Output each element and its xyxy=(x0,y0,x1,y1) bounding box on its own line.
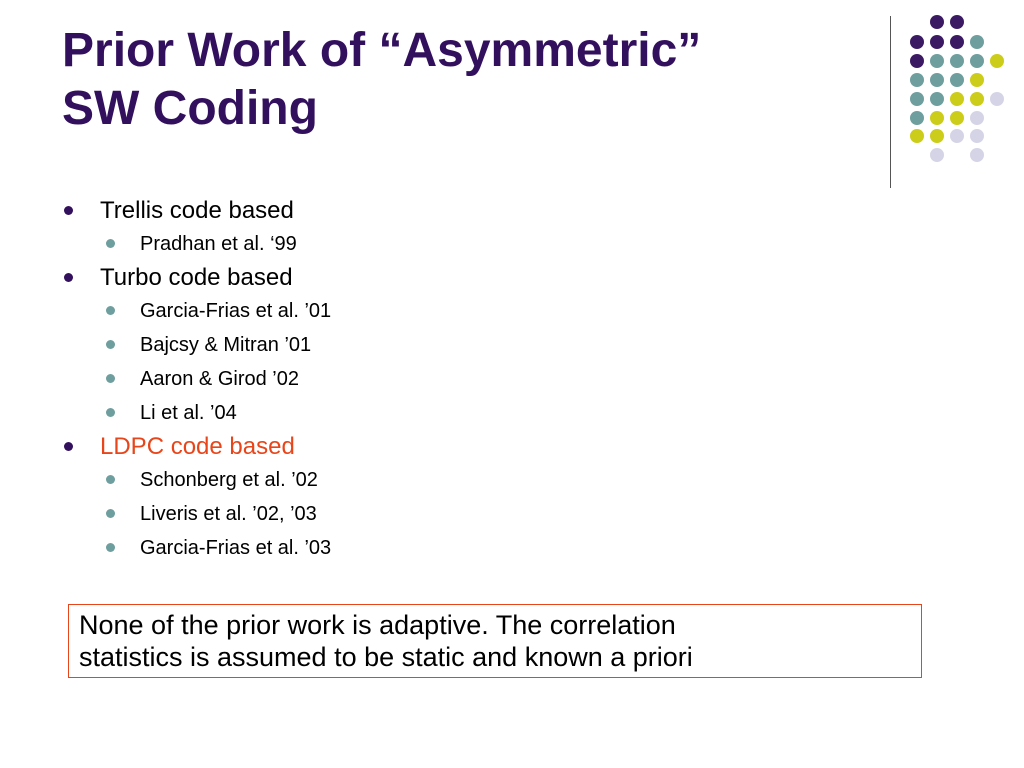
deco-dot xyxy=(970,73,984,87)
sub-bullet-dot-icon xyxy=(106,509,115,518)
sub-bullet xyxy=(62,294,822,328)
bullet-dot-icon xyxy=(64,442,73,451)
slide-title-line-2: SW Coding xyxy=(62,82,318,135)
sub-bullet-dot-icon xyxy=(106,543,115,552)
deco-dot xyxy=(950,35,964,49)
deco-dot xyxy=(990,54,1004,68)
sub-bullet-text: Pradhan et al. ‘99 xyxy=(140,233,297,255)
deco-dot xyxy=(930,73,944,87)
deco-dot xyxy=(930,92,944,106)
deco-dot xyxy=(950,54,964,68)
sub-bullet-text: Schonberg et al. ’02 xyxy=(140,469,318,491)
sub-bullet-text: Li et al. ’04 xyxy=(140,402,237,424)
deco-dot xyxy=(970,35,984,49)
note-callout-box xyxy=(68,604,922,678)
deco-dot xyxy=(910,129,924,143)
sub-bullet xyxy=(62,362,822,396)
bullet-trellis xyxy=(62,194,822,227)
sub-bullet-dot-icon xyxy=(106,408,115,417)
sub-bullet-text: Liveris et al. ’02, ’03 xyxy=(140,503,317,525)
bullet-dot-icon xyxy=(64,273,73,282)
deco-dot xyxy=(950,73,964,87)
deco-dot xyxy=(930,54,944,68)
deco-dot xyxy=(950,92,964,106)
deco-dot xyxy=(970,92,984,106)
sub-bullet xyxy=(62,497,822,531)
deco-dot xyxy=(970,54,984,68)
slide-title-line-1: Prior Work of “Asymmetric” xyxy=(62,24,702,77)
sub-bullet xyxy=(62,227,822,261)
bullet-text: Trellis code based xyxy=(100,197,294,224)
note-line-1: None of the prior work is adaptive. The correlation xyxy=(79,610,676,640)
bullet-dot-icon xyxy=(64,206,73,215)
deco-dot xyxy=(970,129,984,143)
deco-dot xyxy=(930,111,944,125)
sub-bullet xyxy=(62,531,822,565)
bullet-text: Turbo code based xyxy=(100,264,293,291)
bullet-ldpc xyxy=(62,430,822,463)
bullet-turbo xyxy=(62,261,822,294)
sub-bullet-dot-icon xyxy=(106,239,115,248)
sub-bullet-dot-icon xyxy=(106,475,115,484)
sub-bullet-dot-icon xyxy=(106,374,115,383)
sub-bullet-dot-icon xyxy=(106,306,115,315)
sub-bullet-text: Garcia-Frias et al. ’03 xyxy=(140,537,332,559)
deco-dot xyxy=(910,111,924,125)
deco-dot xyxy=(930,15,944,29)
sub-bullet xyxy=(62,463,822,497)
bullet-list xyxy=(62,194,822,565)
deco-dot xyxy=(950,111,964,125)
deco-dot xyxy=(930,129,944,143)
deco-dot xyxy=(970,111,984,125)
deco-dot xyxy=(910,54,924,68)
sub-bullet-text: Bajcsy & Mitran ’01 xyxy=(140,334,312,356)
sub-bullet-text: Aaron & Girod ’02 xyxy=(140,368,299,390)
sub-bullet xyxy=(62,328,822,362)
deco-dot xyxy=(910,35,924,49)
note-line-2: statistics is assumed to be static and known a priori xyxy=(79,642,693,672)
deco-dot xyxy=(910,92,924,106)
deco-dot xyxy=(930,35,944,49)
deco-dot xyxy=(930,148,944,162)
deco-dot xyxy=(950,15,964,29)
decorative-dot-grid xyxy=(0,0,1024,200)
deco-dot xyxy=(990,92,1004,106)
deco-dot xyxy=(910,73,924,87)
bullet-text: LDPC code based xyxy=(100,433,295,460)
sub-bullet-text: Garcia-Frias et al. ’01 xyxy=(140,300,332,322)
sub-bullet-dot-icon xyxy=(106,340,115,349)
deco-dot xyxy=(950,129,964,143)
deco-dot xyxy=(970,148,984,162)
sub-bullet xyxy=(62,396,822,430)
